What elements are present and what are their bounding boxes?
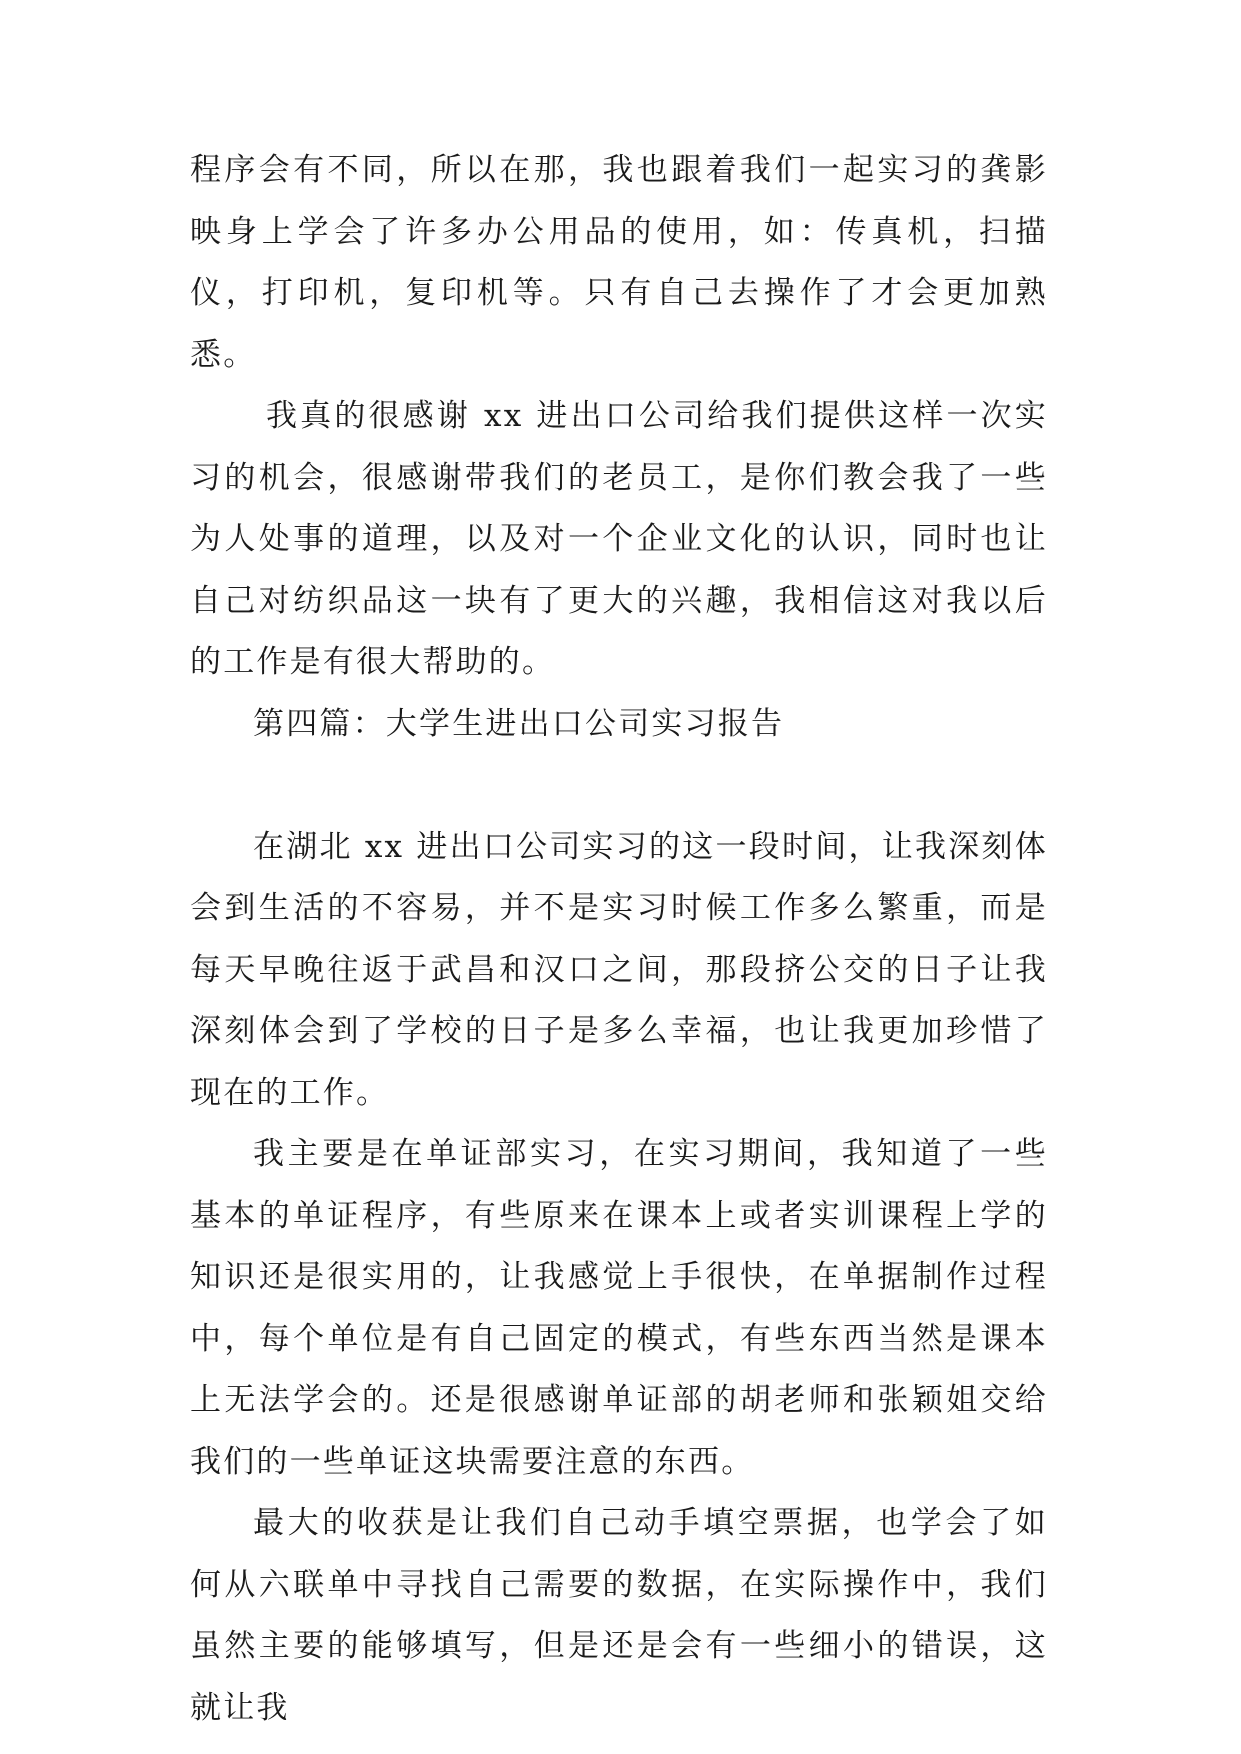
paragraph-biggest-gain: 最大的收获是让我们自己动手填空票据，也学会了如何从六联单中寻找自己需要的数据，在实际操作中，我们虽然主要的能够填写，但是还是会有一些细小的错误，这就让我 — [190, 1505, 1048, 1726]
paragraph-documents-dept: 我主要是在单证部实习，在实习期间，我知道了一些基本的单证程序，有些原来在课本上或者实训课程上学的知识还是很实用的，让我感觉上手很快，在单据制作过程中，每个单位是有自己固定的模式，有些东西当然是课本上无法学会的。还是很感谢单证部的胡老师和张颖姐交给我们的一些单证这块需要注意的东西。 — [190, 1136, 1048, 1480]
paragraph-intro: 在湖北 xx 进出口公司实习的这一段时间，让我深刻体会到生活的不容易，并不是实习时候工作多么繁重，而是每天早晚往返于武昌和汉口之间，那段挤公交的日子让我深刻体会到了学校的日子是多么幸福，也让我更加珍惜了现在的工作。 — [190, 828, 1048, 1111]
blank-line — [190, 755, 1048, 817]
paragraph-continuation: 程序会有不同，所以在那，我也跟着我们一起实习的龚影映身上学会了许多办公用品的使用，如：传真机，扫描仪，打印机，复印机等。只有自己去操作了才会更加熟悉。 — [190, 152, 1048, 373]
paragraph-thanks: 我真的很感谢 xx 进出口公司给我们提供这样一次实习的机会，很感谢带我们的老员工，是你们教会我了一些为人处事的道理，以及对一个企业文化的认识，同时也让自己对纺织品这一块有了更大的兴趣，我相信这对我以后的工作是有很大帮助的。 — [190, 398, 1048, 680]
section-heading: 第四篇：大学生进出口公司实习报告 — [253, 705, 785, 742]
document-body — [190, 140, 1048, 1739]
